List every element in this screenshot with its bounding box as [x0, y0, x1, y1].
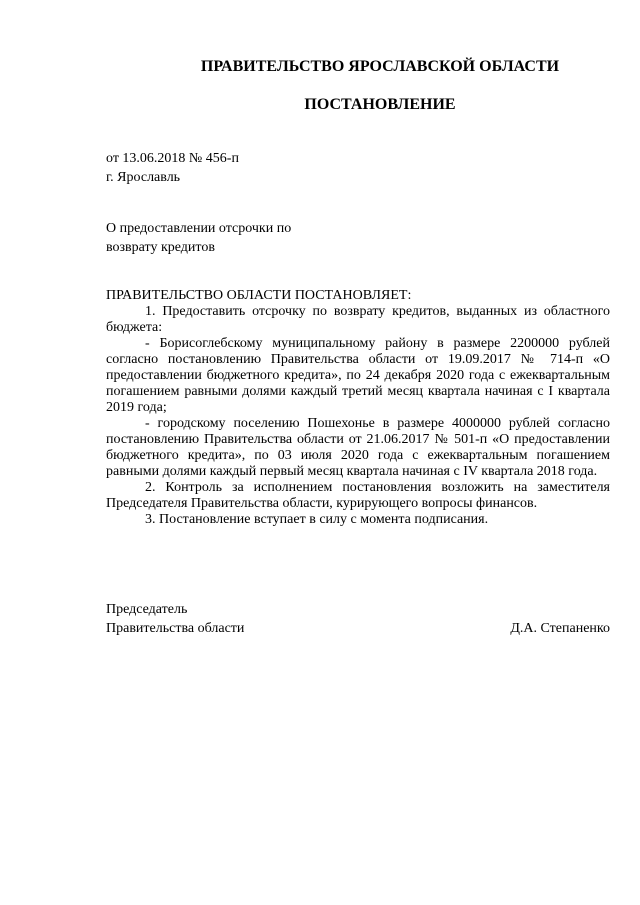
document-body: [106, 288, 610, 528]
clause-3: 3. Постановление вступает в силу с момента подписания.: [145, 512, 489, 527]
signature-row: [106, 619, 610, 638]
subject-line-2: возврату кредитов: [106, 240, 215, 255]
document-type-title: ПОСТАНОВЛЕНИЕ: [304, 96, 456, 113]
signatory-name: Д.А. Степаненко: [510, 621, 610, 636]
signatory-title-line-1: Председатель: [106, 602, 188, 617]
date-number: от 13.06.2018 № 456-п: [106, 151, 239, 166]
organization-title: ПРАВИТЕЛЬСТВО ЯРОСЛАВСКОЙ ОБЛАСТИ: [200, 58, 560, 75]
clause-2: 2. Контроль за исполнением постановления возложить на заместителя Председателя Правительства области, курирующего вопросы финансов.: [106, 480, 610, 511]
document-meta: [106, 149, 239, 187]
clause-1-subitem-b: - городскому поселению Пошехонье в размере 4000000 рублей согласно постановлению Правительства области от 21.06.2017 № 501-п «О предоставлении бюджетного кредита», по 03 июля 2020 года с ежеквартальным погашением равными долями каждый первый месяц квартала начиная с IV квартала 2018 года.: [106, 416, 610, 479]
city: г. Ярославль: [106, 170, 181, 185]
signature-block: [106, 600, 610, 638]
clause-1: 1. Предоставить отсрочку по возврату кредитов, выданных из областного бюджета:: [106, 304, 610, 335]
signatory-title-line-2: Правительства области: [106, 621, 245, 636]
subject-line-1: О предоставлении отсрочки по: [106, 221, 292, 236]
document-subject: [106, 219, 291, 257]
clause-1-subitem-a: - Борисоглебскому муниципальному району в размере 2200000 рублей согласно постановлению Правительства области от 19.09.2017 № 714-п «О предоставлении бюджетного кредита», по 24 декабря 2020 года с ежеквартальным погашением равными долями каждый третий месяц квартала начиная с I квартала 2019 года;: [106, 336, 610, 415]
resolution-lead: ПРАВИТЕЛЬСТВО ОБЛАСТИ ПОСТАНОВЛЯЕТ:: [106, 288, 412, 303]
